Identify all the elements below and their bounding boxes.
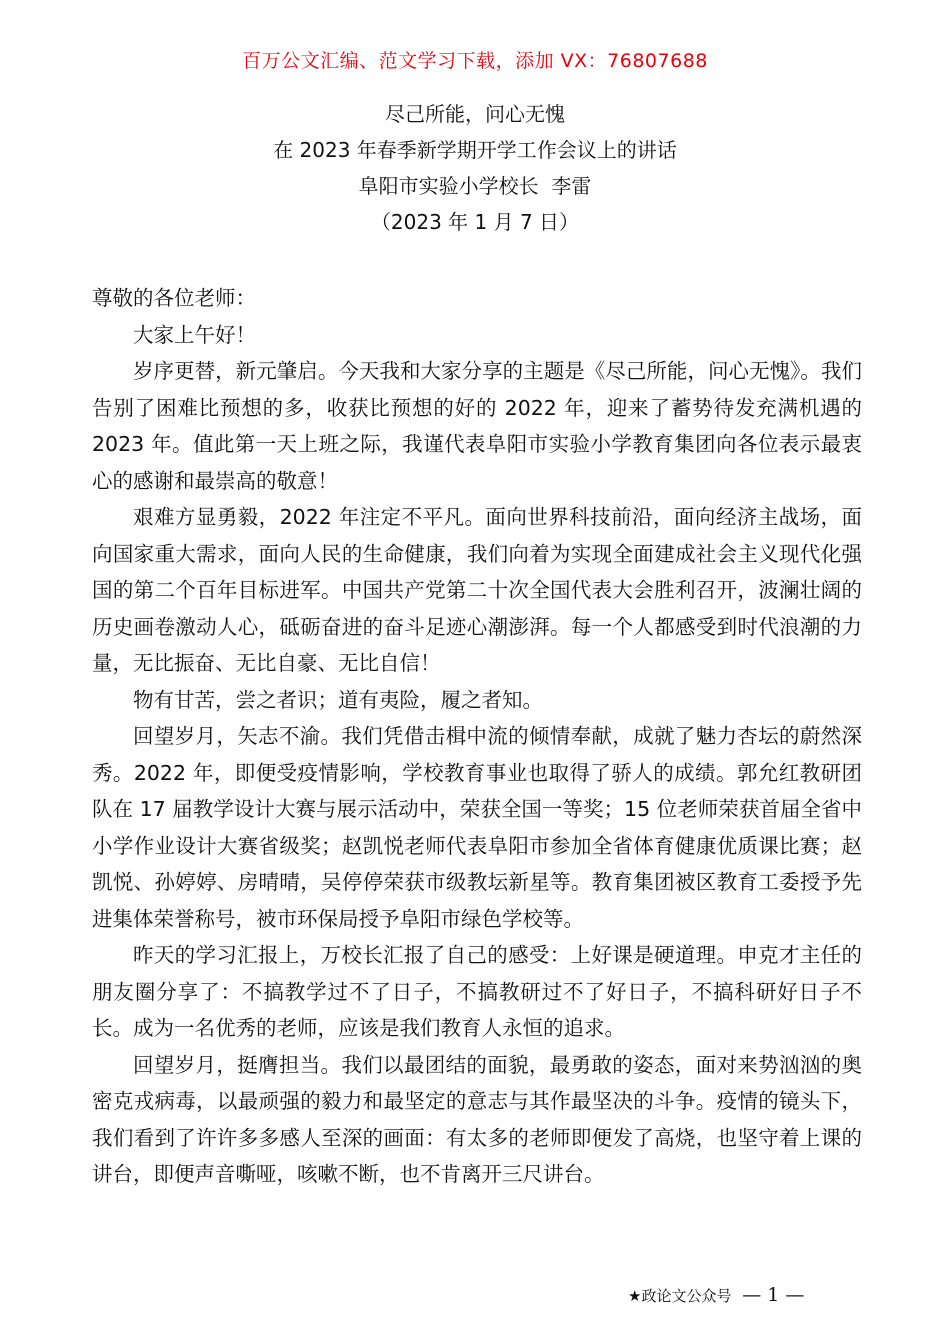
document-title: 尽己所能，问心无愧	[385, 102, 565, 126]
paragraph: 岁序更替，新元肇启。今天我和大家分享的主题是《尽己所能，问心无愧》。我们告别了困难比预想的多，收获比预想的好的 2022 年，迎来了蓄势待发充满机遇的 2023 年。值此第一天上班之际，我谨代表阜阳市实验小学教育集团向各位表示最衷心的感谢和最崇高的敬意！	[92, 359, 862, 493]
paragraph: 大家上午好！	[133, 322, 256, 347]
body-text	[92, 280, 862, 1193]
paragraph: 昨天的学习汇报上，万校长汇报了自己的感受：上好课是硬道理。申克才主任的朋友圈分享了：不搞教学过不了日子，不搞教研过不了好日子，不搞科研好日子不长。成为一名优秀的老师，应该是我们教育人永恒的追求。	[92, 943, 862, 1040]
salutation: 尊敬的各位老师：	[92, 286, 256, 310]
document-date: （2023 年 1 月 7 日）	[370, 210, 580, 234]
paragraph: 回望岁月，挺膺担当。我们以最团结的面貌，最勇敢的姿态，面对来势汹汹的奥密克戎病毒，以最顽强的毅力和最坚定的意志与其作最坚决的斗争。疫情的镜头下，我们看到了许许多多感人至深的画面：有太多的老师即便发了高烧，也坚守着上课的讲台，即便声音嘶哑，咳嗽不断，也不肯离开三尺讲台。	[92, 1052, 862, 1186]
footer-source: ★政论文公众号	[628, 1287, 732, 1305]
document-author: 阜阳市实验小学校长 李雷	[358, 174, 592, 198]
title-block	[0, 96, 950, 240]
page-number: — 1 —	[742, 1284, 805, 1306]
document-subtitle: 在 2023 年春季新学期开学工作会议上的讲话	[273, 138, 677, 162]
paragraph: 回望岁月，矢志不渝。我们凭借击楫中流的倾情奉献，成就了魅力杏坛的蔚然深秀。2022 年，即便受疫情影响，学校教育事业也取得了骄人的成绩。郭允红教研团队在 17 届教学设计大赛与展示活动中，荣获全国一等奖；15 位老师荣获首届全省中小学作业设计大赛省级奖；赵凯悦老师代表阜阳市参加全省体育健康优质课比赛；赵凯悦、孙婷婷、房晴晴，吴停停荣获市级教坛新星等。教育集团被区教育工委授予先进集体荣誉称号，被市环保局授予阜阳市绿色学校等。	[92, 724, 862, 931]
paragraph: 艰难方显勇毅，2022 年注定不平凡。面向世界科技前沿，面向经济主战场，面向国家重大需求，面向人民的生命健康，我们向着为实现全面建成社会主义现代化强国的第二个百年目标进军。中国共产党第二十次全国代表大会胜利召开，波澜壮阔的历史画卷激动人心，砥砺奋进的奋斗足迹心潮澎湃。每一个人都感受到时代浪潮的力量，无比振奋、无比自豪、无比自信！	[92, 505, 862, 675]
page-footer	[628, 1284, 804, 1306]
paragraph: 物有甘苦，尝之者识；道有夷险，履之者知。	[133, 687, 543, 712]
promo-banner: 百万公文汇编、范文学习下载，添加 VX：76807688	[242, 50, 708, 72]
